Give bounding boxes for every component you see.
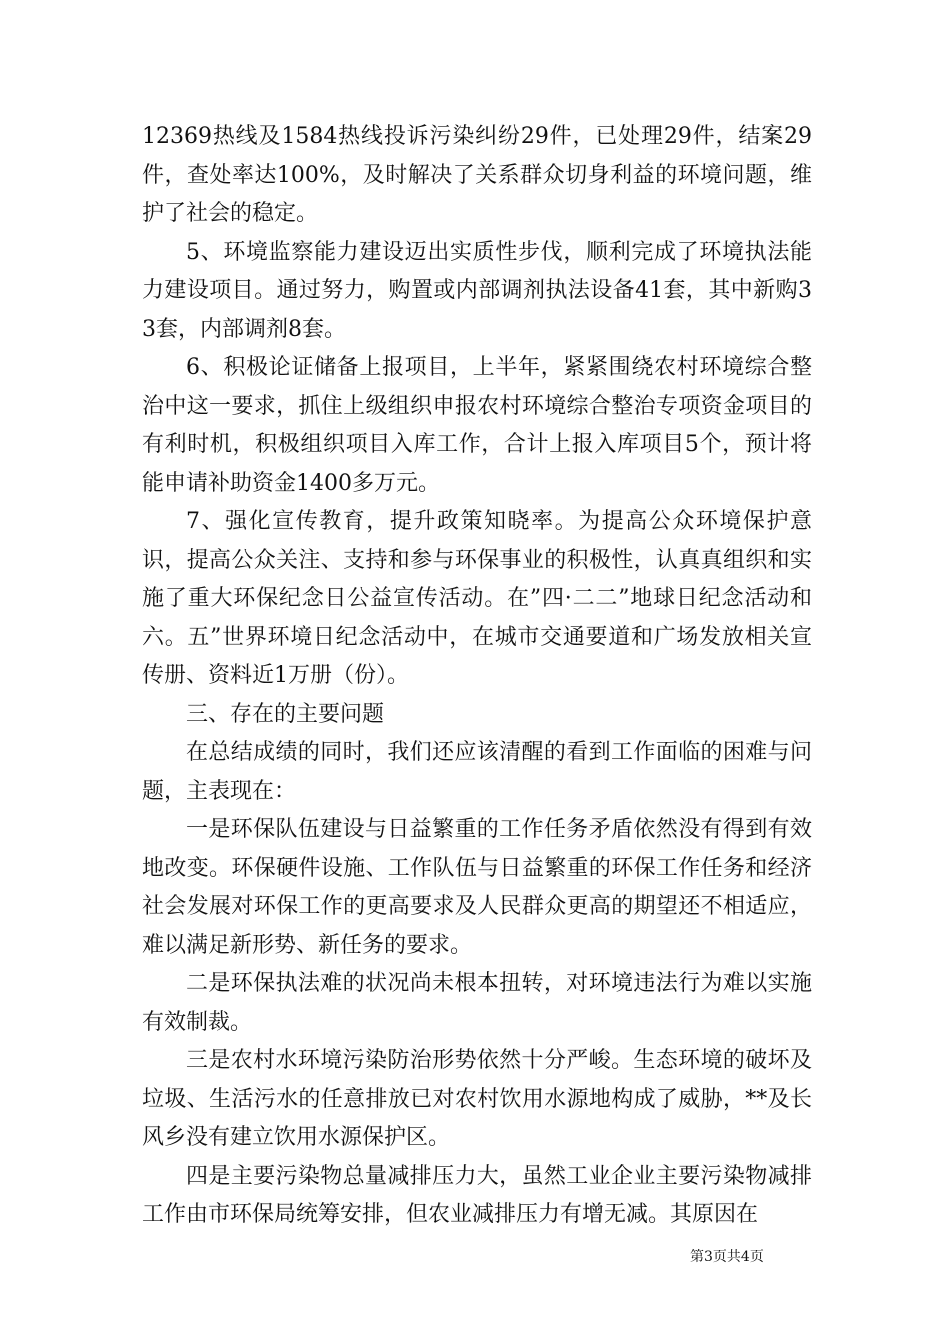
section-heading: 三、存在的主要问题	[186, 701, 385, 727]
paragraph-9: 三是农村水环境污染防治形势依然十分严峻。生态环境的破坏及垃圾、生活污水的任意排放已对农村饮用水源地构成了威胁，**及长风乡没有建立饮用水源保护区。	[142, 1048, 812, 1150]
paragraph-1: 12369热线及1584热线投诉污染纠纷29件，已处理29件，结案29件，查处率达100%，及时解决了关系群众切身利益的环境问题，维护了社会的稳定。	[142, 124, 812, 226]
paragraph-4: 7、强化宣传教育，提升政策知晓率。为提高公众环境保护意识，提高公众关注、支持和参与环保事业的积极性，认真真组织和实施了重大环保纪念日公益宣传活动。在”四·二二”地球日纪念活动和六。五”世界环境日纪念活动中，在城市交通要道和广场发放相关宣传册、资料近1万册（份）。	[142, 509, 812, 688]
paragraph-8: 二是环保执法难的状况尚未根本扭转，对环境违法行为难以实施有效制裁。	[142, 971, 812, 1035]
paragraph-6: 在总结成绩的同时，我们还应该清醒的看到工作面临的困难与问题，主表现在：	[142, 740, 812, 804]
paragraph-10: 四是主要污染物总量减排压力大，虽然工业企业主要污染物减排工作由市环保局统筹安排，但农业减排压力有增无减。其原因在	[142, 1163, 812, 1227]
page-number: 第3页共4页	[690, 1249, 764, 1265]
paragraph-2: 5、环境监察能力建设迈出实质性步伐，顺利完成了环境执法能力建设项目。通过努力，购置或内部调剂执法设备41套，其中新购33套，内部调剂8套。	[142, 239, 812, 342]
document-body	[142, 118, 812, 1235]
paragraph-7: 一是环保队伍建设与日益繁重的工作任务矛盾依然没有得到有效地改变。环保硬件设施、工作队伍与日益繁重的环保工作任务和经济社会发展对环保工作的更高要求及人民群众更高的期望还不相适应，难以满足新形势、新任务的要求。	[142, 817, 812, 958]
paragraph-3: 6、积极论证储备上报项目，上半年，紧紧围绕农村环境综合整治中这一要求，抓住上级组织申报农村环境综合整治专项资金项目的有利时机，积极组织项目入库工作，合计上报入库项目5个，预计将能申请补助资金1400多万元。	[142, 355, 812, 496]
